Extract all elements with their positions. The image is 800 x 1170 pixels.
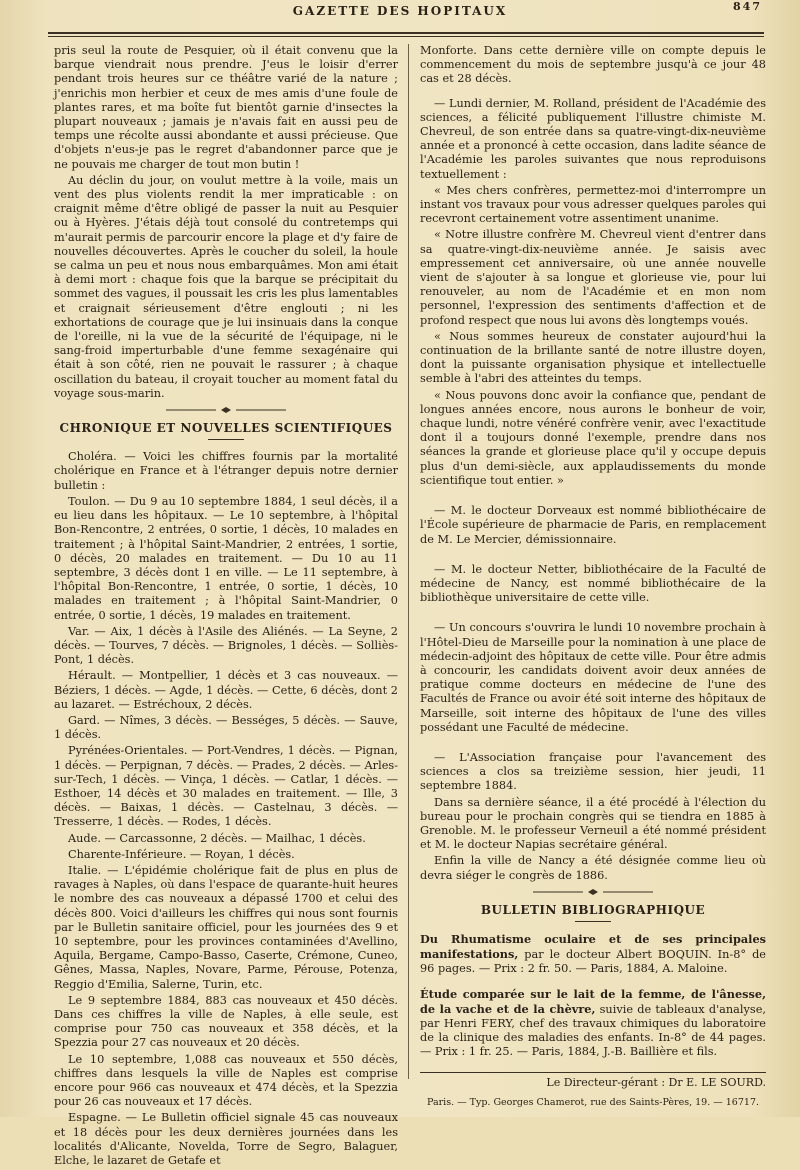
news-paragraph: Gard. — Nîmes, 3 décès. — Bességes, 5 décès. — Sauve, 1 décès. [54,713,398,742]
printer-imprint: Paris. — Typ. Georges Chamerot, rue des Saints-Pères, 19. — 16717. [426,1096,760,1108]
body-paragraph: Au déclin du jour, on voulut mettre à la voile, mais un vent des plus violents rendit la mer impraticable : on craignit même d'être obligé de passer la nuit au Pesquier ou à Hyères. J'étais déjà tout consolé du contretemps qui m'aurait permis de parcourir encore la plage et d'y faire de nouvelles découvertes. Après le coucher du soleil, la houle se calma un peu et nous nous embarquâmes. Mon ami était à demi mort : chaque fois que la barque se précipitait du sommet des vagues, il poussait les cris les plus lamentables et craignait sérieusement d'être englouti ; ni les exhortations de courage que je lui insinuais dans la conque de l'oreille, ni la vue de la sécurité de l'équipage, ni le sang-froid imperturbable d'une femme sexagénaire qui était à son côté, rien ne pouvait le rassurer ; à chaque oscillation du bateau, il croyait toucher au moment fatal du voyage sous-marin. [54,173,398,400]
news-paragraph: Dans sa dernière séance, il a été procédé à l'élection du bureau pour le prochain congrès qui se tiendra en 1885 à Grenoble. M. le professeur Verneuil a été nommé président et M. le docteur Napias secrétaire général. [420,795,766,852]
editor-signature: Le Directeur-gérant : Dr E. LE SOURD. [420,1072,766,1090]
section-ornament [166,407,286,413]
body-paragraph: Monforte. Dans cette dernière ville on compte depuis le commencement du mois de septembre jusqu'à ce jour 48 cas et 28 décès. [420,44,766,86]
section-ornament [533,889,653,895]
news-paragraph: Le 10 septembre, 1,088 cas nouveaux et 550 décès, chiffres dans lesquels la ville de Naples est comprise encore pour 966 cas nouveaux et 474 décès, et la Spezzia pour 26 cas nouveaux et 17 décès. [54,1052,398,1109]
news-paragraph: Pyrénées-Orientales. — Port-Vendres, 1 décès. — Pignan, 1 décès. — Perpignan, 7 décès. — Prades, 2 décès. — Arles-sur-Tech, 1 décès. — Vinça, 1 décès. — Catlar, 1 décès. — Esthoer, 14 décès et 30 malades en traitement. — Ille, 3 décès. — Baixas, 1 décès. — Castelnau, 3 décès. — Tresserre, 1 décès. — Rodes, 1 décès. [54,744,398,829]
bib-entry-title: Étude comparée sur le lait de la femme, de l'ânesse, de la vache et de la chèvre, [420,986,766,1016]
news-paragraph: Toulon. — Du 9 au 10 septembre 1884, 1 seul décès, il a eu lieu dans les hôpitaux. — Le 10 septembre, à l'hôpital Bon-Rencontre, 2 entrées, 0 sortie, 1 décès, 10 malades en traitement ; à l'hôpital Saint-Mandrier, 2 entrées, 1 sortie, 0 décès, 20 malades en traitement. — Du 10 au 11 septembre, 3 décès dont 1 en ville. — Le 11 septembre, à l'hôpital Bon-Rencontre, 1 entrée, 0 sortie, 1 décès, 10 malades en traitement ; à l'hôpital Saint-Mandrier, 0 entrée, 0 sortie, 1 décès, 19 malades en traitement. [54,494,398,622]
title-rule [208,439,244,440]
news-paragraph: Le 9 septembre 1884, 883 cas nouveaux et 450 décès. Dans ces chiffres la ville de Naples, à elle seule, est comprise pour 750 cas nouveaux et 358 décès, et la Spezzia pour 27 cas nouveaux et 20 décès. [54,993,398,1050]
bib-entry-details: par le docteur Albert BOQUIN. In-8° de 96 pages. — Prix : 2 fr. 50. — Paris, 1884, A. Maloine. [420,948,766,976]
bib-entry [420,987,766,1060]
quote-paragraph: « Nous pouvons donc avoir la confiance que, pendant de longues années encore, nous aurons le bonheur de voir, chaque lundi, notre vénéré confrère venir, avec l'exactitude dont il a toujours donné l'exemple, prendre dans nos séances la grande et glorieuse place qu'il y occupe depuis plus d'un demi-siècle, aux applaudissements du monde scientifique tout entier. » [420,388,766,487]
news-paragraph: — M. le docteur Netter, bibliothécaire de la Faculté de médecine de Nancy, est nommé bibliothécaire de la bibliothèque universitaire de cette ville. [420,562,766,605]
news-paragraph: — Un concours s'ouvrira le lundi 10 novembre prochain à l'Hôtel-Dieu de Marseille pour la nomination à une place de médecin-adjoint des hôpitaux de cette ville. Pour être admis à concourir, les candidats doivent avoir deux années de pratique comme docteurs en médecine de l'une des Facultés de France ou avoir été soit interne des hôpitaux de Marseille, soit interne des hôpitaux de l'une des villes possédant une Faculté de médecine. [420,621,766,734]
news-paragraph: Charente-Inférieure. — Royan, 1 décès. [68,847,295,861]
left-column [54,44,398,1170]
bibliography [420,932,766,1060]
quote-paragraph: « Mes chers confrères, permettez-moi d'interrompre un instant vos travaux pour vous adresser quelques paroles qui recevront certainement votre assentiment unanime. [420,183,766,226]
body-paragraph: pris seul la route de Pesquier, où il était convenu que la barque viendrait nous prendre. J'eus le loisir d'errer pendant trois heures sur ce théâtre varié de la nature ; j'enrichis mon herbier et ceux de mes amis d'une foule de plantes rares, et ma boîte fut bientôt garnie d'insectes la plupart nouveaux ; jamais je n'avais fait en aussi peu de temps une récolte aussi abondante et aussi précieuse. Que d'objets n'eus-je pas le regret d'abandonner parce que je ne pouvais me charger de tout mon butin ! [54,44,398,171]
journal-title: GAZETTE DES HOPITAUX [292,4,508,18]
quote-paragraph: « Notre illustre confrère M. Chevreul vient d'entrer dans sa quatre-vingt-dix-neuvième année. Je saisis avec empressement cet anniversaire, où une année nouvelle vient de s'ajouter à sa longue et glorieuse vie, pour lui renouveler, au nom de l'Académie et en mon nom personnel, l'expression des sentiments d'affection et de profond respect que nous lui avons dès longtemps voués. [420,228,766,327]
title-rule [575,921,611,922]
news-paragraph: — M. le docteur Dorveaux est nommé bibliothécaire de l'École supérieure de pharmacie de Paris, en remplacement de M. Le Mercier, démissionnaire. [420,504,766,546]
section-title-bulletin: BULLETIN BIBLIOGRAPHIQUE [480,902,706,917]
bib-entry [420,932,766,977]
page-number: 847 [733,0,762,13]
header-rule [48,32,764,37]
section-title-chronique: CHRONIQUE ET NOUVELLES SCIENTIFIQUES [59,421,393,436]
news-paragraph: Italie. — L'épidémie cholérique fait de plus en plus de ravages à Naples, où dans l'espace de quarante-huit heures le nombre des cas nouveaux a dépassé 1700 et celui des décès 800. Voici d'ailleurs les chiffres qui nous sont fournis par le Bulletin sanitaire officiel, pour les journées des 9 et 10 septembre, pour les provinces contaminées d'Avellino, Aquila, Bergame, Campo-Basso, Caserte, Crémone, Cuneo, Gênes, Massa, Naples, Novare, Parme, Pérouse, Potenza, Reggio d'Emilia, Salerne, Turin, etc. [54,863,398,991]
right-column [420,44,766,1110]
news-paragraph: — Lundi dernier, M. Rolland, président de l'Académie des sciences, a félicité publiquement l'illustre chimiste M. Chevreul, de son entrée dans sa quatre-vingt-dix-neuvième année et a prononcé à cette occasion, dans ladite séance de l'Académie les paroles suivantes que nous reproduisons textuellement : [420,96,766,181]
news-paragraph: Choléra. — Voici les chiffres fournis par la mortalité cholérique en France et à l'étranger depuis notre dernier bulletin : [54,450,398,492]
bib-entry-title: Du Rhumatisme oculaire et de ses principales manifestations, [420,931,766,962]
bib-entry-details: suivie de tableaux d'analyse, par Henri FERY, chef des travaux chimiques du laboratoire de la clinique des maladies des enfants. In-8° de 44 pages. — Prix : 1 fr. 25. — Paris, 1884, J.-B. Baillière et fils. [420,1002,766,1059]
news-paragraph: Enfin la ville de Nancy a été désignée comme lieu où devra siéger le congrès de 1886. [420,854,766,882]
news-paragraph: Hérault. — Montpellier, 1 décès et 3 cas nouveaux. — Béziers, 1 décès. — Agde, 1 décès. — Cette, 6 décès, dont 2 au lazaret. — Estréchoux, 2 décès. [54,669,398,711]
news-paragraph: Espagne. — Le Bulletin officiel signale 45 cas nouveaux et 18 décès pour les deux dernières journées dans les localités d'Alicante, Novelda, Torre de Segro, Balaguer, Elche, le lazaret de Getafe et [54,1111,398,1168]
news-paragraph: Aude. — Carcassonne, 2 décès. — Mailhac, 1 décès. [68,831,366,845]
column-divider [408,44,409,1079]
running-head [0,0,800,26]
quote-paragraph: « Nous sommes heureux de constater aujourd'hui la continuation de la brillante santé de notre illustre doyen, dont la puissante organisation physique et intellectuelle semble à l'abri des atteintes du temps. [420,329,766,386]
news-paragraph: — L'Association française pour l'avancement des sciences a clos sa treizième session, hier jeudi, 11 septembre 1884. [420,750,766,793]
news-paragraph: Var. — Aix, 1 décès à l'Asile des Aliénés. — La Seyne, 2 décès. — Tourves, 7 décès. — Brignoles, 1 décès. — Solliès-Pont, 1 décès. [54,624,398,667]
